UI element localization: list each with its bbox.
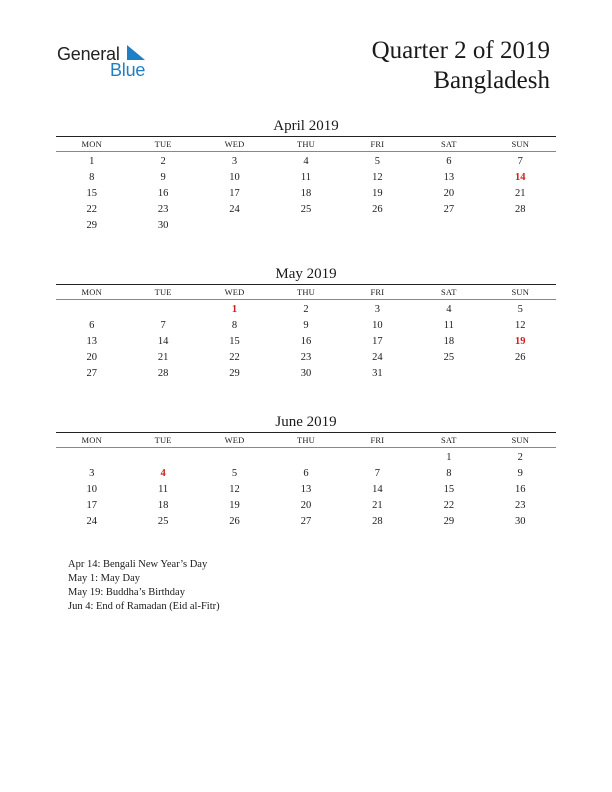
day-cell bbox=[413, 366, 484, 382]
day-cell: 10 bbox=[372, 320, 383, 331]
month-june bbox=[56, 412, 556, 530]
day-cell: 10 bbox=[86, 484, 97, 495]
day-cell: 23 bbox=[514, 500, 526, 511]
day-cell: 18 bbox=[300, 188, 312, 199]
day-cell: 28 bbox=[372, 516, 383, 527]
day-cell: 20 bbox=[86, 352, 97, 363]
weekday-header: WED bbox=[224, 139, 245, 149]
weekday-header: TUE bbox=[154, 139, 172, 149]
day-cell bbox=[127, 450, 198, 466]
day-cell bbox=[270, 218, 341, 234]
day-cell: 22 bbox=[86, 204, 97, 215]
day-cell: 6 bbox=[446, 156, 452, 167]
weekday-header: SAT bbox=[440, 435, 457, 445]
weekday-header: MON bbox=[81, 139, 102, 149]
day-cell: 7 bbox=[374, 468, 381, 479]
day-cell: 23 bbox=[300, 352, 312, 363]
day-cell: 21 bbox=[514, 188, 526, 199]
weekday-header: MON bbox=[81, 435, 102, 445]
week-row bbox=[56, 466, 556, 482]
day-cell: 2 bbox=[303, 304, 309, 315]
day-cell: 13 bbox=[300, 484, 312, 495]
weekday-header: WED bbox=[224, 435, 245, 445]
day-cell: 19 bbox=[372, 188, 383, 199]
day-cell: 16 bbox=[157, 188, 169, 199]
week-row bbox=[56, 170, 556, 186]
day-cell bbox=[342, 218, 413, 234]
day-cell: 13 bbox=[443, 172, 455, 183]
week-row bbox=[56, 450, 556, 466]
weekday-header: THU bbox=[296, 139, 316, 149]
day-cell: 12 bbox=[229, 484, 240, 495]
day-cell: 18 bbox=[443, 336, 455, 347]
logo-word-general: General bbox=[57, 44, 120, 64]
month-may bbox=[56, 264, 556, 382]
day-cell: 22 bbox=[443, 500, 455, 511]
day-cell bbox=[413, 218, 484, 234]
holiday-day-cell: 19 bbox=[514, 336, 526, 347]
weekday-header: FRI bbox=[370, 287, 385, 297]
day-cell bbox=[485, 218, 556, 234]
day-cell: 27 bbox=[443, 204, 455, 215]
holiday-day-cell: 4 bbox=[160, 468, 166, 479]
day-cell: 8 bbox=[446, 468, 452, 479]
day-cell: 5 bbox=[231, 468, 238, 479]
day-cell: 8 bbox=[89, 172, 95, 183]
week-row bbox=[56, 482, 556, 498]
month-april bbox=[56, 116, 556, 234]
weekday-header: SAT bbox=[440, 139, 457, 149]
weekday-header: TUE bbox=[154, 287, 172, 297]
day-cell: 10 bbox=[229, 172, 240, 183]
day-cell: 23 bbox=[157, 204, 169, 215]
day-cell: 24 bbox=[372, 352, 383, 363]
day-cell: 14 bbox=[372, 484, 383, 495]
day-cell: 15 bbox=[229, 336, 240, 347]
week-row bbox=[56, 334, 556, 350]
day-cell: 29 bbox=[443, 516, 455, 527]
day-cell: 25 bbox=[300, 204, 312, 215]
day-cell: 11 bbox=[158, 484, 169, 495]
day-cell: 16 bbox=[300, 336, 312, 347]
holiday-day-cell: 14 bbox=[514, 172, 526, 183]
day-cell: 24 bbox=[86, 516, 97, 527]
day-cell: 3 bbox=[231, 156, 238, 167]
day-cell: 4 bbox=[303, 156, 309, 167]
generalblue-logo bbox=[57, 42, 167, 82]
day-cell bbox=[127, 302, 198, 318]
weekday-header: SUN bbox=[511, 139, 530, 149]
day-cell: 18 bbox=[157, 500, 169, 511]
day-cell: 20 bbox=[300, 500, 312, 511]
holiday-notes bbox=[68, 558, 468, 614]
day-cell: 6 bbox=[303, 468, 309, 479]
day-cell: 12 bbox=[372, 172, 383, 183]
day-cell bbox=[56, 450, 127, 466]
day-cell: 29 bbox=[86, 220, 97, 231]
day-cell: 15 bbox=[443, 484, 455, 495]
holiday-note: Apr 14: Bengali New Year’s Day bbox=[68, 559, 208, 570]
day-cell: 17 bbox=[372, 336, 383, 347]
month-title: April 2019 bbox=[273, 118, 339, 134]
day-cell: 30 bbox=[157, 220, 169, 231]
day-cell: 19 bbox=[229, 500, 240, 511]
week-row bbox=[56, 302, 556, 318]
weekday-header: FRI bbox=[370, 435, 385, 445]
day-cell: 22 bbox=[229, 352, 240, 363]
weekday-header: THU bbox=[296, 287, 316, 297]
weekday-header: SAT bbox=[440, 287, 457, 297]
day-cell: 11 bbox=[300, 172, 312, 183]
day-cell: 5 bbox=[517, 304, 523, 315]
day-cell: 31 bbox=[372, 368, 383, 379]
week-row bbox=[56, 514, 556, 530]
header-divider bbox=[56, 447, 556, 448]
day-cell: 7 bbox=[517, 156, 523, 167]
logo-word-blue: Blue bbox=[110, 60, 146, 80]
day-cell: 26 bbox=[372, 204, 383, 215]
day-cell: 17 bbox=[229, 188, 240, 199]
day-cell: 9 bbox=[517, 468, 523, 479]
day-cell bbox=[485, 366, 556, 382]
week-row bbox=[56, 366, 556, 382]
day-cell: 9 bbox=[160, 172, 166, 183]
day-cell: 28 bbox=[514, 204, 526, 215]
day-cell: 26 bbox=[229, 516, 240, 527]
day-cell: 30 bbox=[514, 516, 526, 527]
day-cell bbox=[199, 218, 270, 234]
day-cell: 8 bbox=[231, 320, 238, 331]
day-cell: 13 bbox=[86, 336, 97, 347]
weekday-header: FRI bbox=[370, 139, 385, 149]
day-cell: 6 bbox=[89, 320, 95, 331]
header-divider bbox=[56, 299, 556, 300]
day-cell: 11 bbox=[443, 320, 454, 331]
day-cell: 24 bbox=[229, 204, 240, 215]
weekday-header-row bbox=[56, 285, 556, 299]
day-cell: 1 bbox=[446, 452, 452, 463]
day-cell: 30 bbox=[300, 368, 312, 379]
weekday-header: WED bbox=[224, 287, 245, 297]
day-cell: 4 bbox=[446, 304, 452, 315]
day-cell: 26 bbox=[514, 352, 526, 363]
day-cell: 12 bbox=[514, 320, 526, 331]
day-cell: 21 bbox=[372, 500, 383, 511]
week-row bbox=[56, 202, 556, 218]
day-cell: 16 bbox=[514, 484, 526, 495]
week-row bbox=[56, 498, 556, 514]
holiday-note: May 1: May Day bbox=[68, 573, 141, 584]
weekday-header: TUE bbox=[154, 435, 172, 445]
day-cell: 25 bbox=[443, 352, 455, 363]
page-title-quarter: Quarter 2 of 2019 bbox=[371, 37, 550, 64]
week-row bbox=[56, 218, 556, 234]
day-cell: 20 bbox=[443, 188, 455, 199]
day-cell: 27 bbox=[86, 368, 97, 379]
week-row bbox=[56, 318, 556, 334]
holiday-note: May 19: Buddha’s Birthday bbox=[68, 587, 185, 598]
day-cell: 25 bbox=[157, 516, 169, 527]
holiday-day-cell: 1 bbox=[231, 304, 238, 315]
day-cell: 28 bbox=[157, 368, 169, 379]
day-cell: 7 bbox=[160, 320, 166, 331]
day-cell: 3 bbox=[374, 304, 381, 315]
weekday-header-row bbox=[56, 137, 556, 151]
weekday-header-row bbox=[56, 433, 556, 447]
holiday-note: Jun 4: End of Ramadan (Eid al-Fitr) bbox=[68, 601, 220, 612]
week-row bbox=[56, 154, 556, 170]
day-cell bbox=[270, 450, 341, 466]
day-cell: 1 bbox=[89, 156, 95, 167]
weekday-header: THU bbox=[296, 435, 316, 445]
weekday-header: MON bbox=[81, 287, 102, 297]
day-cell: 29 bbox=[229, 368, 240, 379]
header-divider bbox=[56, 151, 556, 152]
page-title-country: Bangladesh bbox=[433, 67, 550, 94]
day-cell: 5 bbox=[374, 156, 381, 167]
day-cell: 2 bbox=[517, 452, 523, 463]
day-cell: 27 bbox=[300, 516, 312, 527]
day-cell bbox=[199, 450, 270, 466]
month-title: June 2019 bbox=[275, 414, 337, 430]
weekday-header: SUN bbox=[511, 287, 530, 297]
day-cell: 14 bbox=[157, 336, 169, 347]
weekday-header: SUN bbox=[511, 435, 530, 445]
day-cell: 9 bbox=[303, 320, 309, 331]
day-cell: 3 bbox=[89, 468, 95, 479]
day-cell bbox=[56, 302, 127, 318]
day-cell bbox=[342, 450, 413, 466]
day-cell: 21 bbox=[157, 352, 169, 363]
day-cell: 15 bbox=[86, 188, 97, 199]
week-row bbox=[56, 350, 556, 366]
day-cell: 2 bbox=[160, 156, 166, 167]
month-title: May 2019 bbox=[275, 266, 337, 282]
day-cell: 17 bbox=[86, 500, 97, 511]
week-row bbox=[56, 186, 556, 202]
